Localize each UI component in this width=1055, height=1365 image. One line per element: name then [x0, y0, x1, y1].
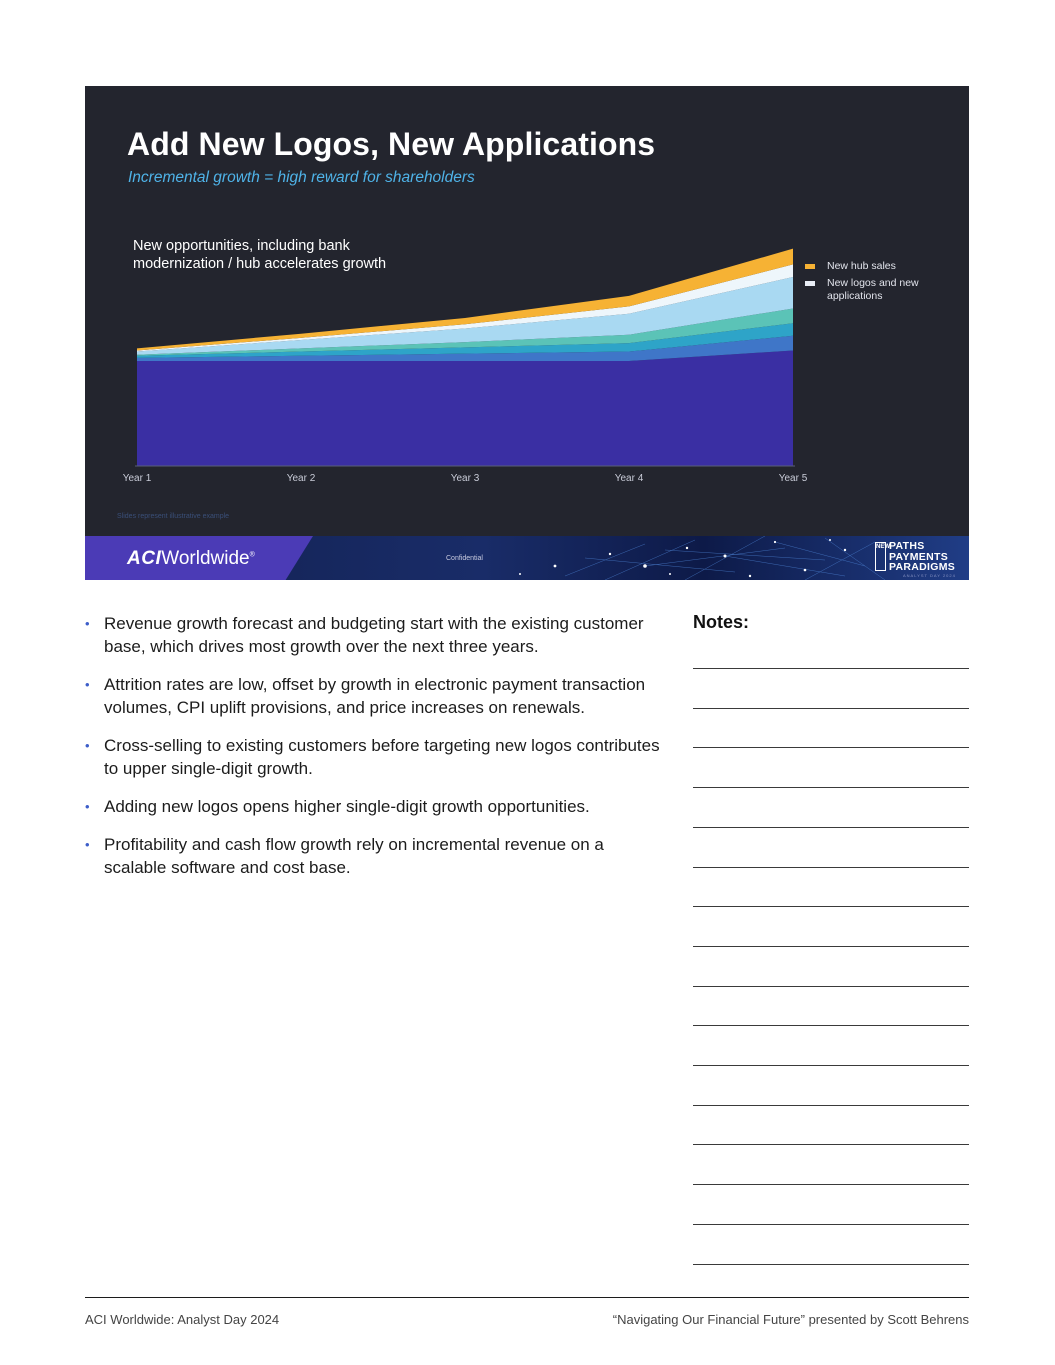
note-line [693, 1105, 969, 1106]
note-line [693, 1025, 969, 1026]
list-item: • Cross-selling to existing customers before targeting new logos contributes to upper single-digit growth. [85, 736, 660, 778]
legend-item [805, 277, 922, 303]
footer-rule [85, 1297, 969, 1298]
bullet-icon: • [85, 738, 90, 753]
note-line [693, 747, 969, 748]
bullet-icon: • [85, 677, 90, 692]
note-line [693, 787, 969, 788]
new-badge: NEW [875, 542, 886, 571]
bullet-icon: • [85, 837, 90, 852]
slide-title: Add New Logos, New Applications [127, 126, 656, 162]
note-line [693, 708, 969, 709]
note-line [693, 1264, 969, 1265]
x-tick-label: Year 5 [778, 473, 808, 484]
note-line [693, 946, 969, 947]
note-line [693, 867, 969, 868]
note-line [693, 668, 969, 669]
note-line [693, 1144, 969, 1145]
note-line [693, 1184, 969, 1185]
chart-legend [805, 260, 922, 307]
x-tick-label: Year 4 [614, 473, 644, 484]
slide-footer-bar [85, 536, 969, 580]
legend-swatch-hub-sales [805, 264, 815, 269]
area-series-1 [137, 351, 793, 467]
legend-label: New logos and new applications [827, 277, 919, 302]
slide-image [85, 86, 969, 580]
legend-swatch-new-logos [805, 281, 815, 286]
note-line [693, 1065, 969, 1066]
event-tagline: ANALYST DAY 2024 [903, 573, 956, 578]
list-item: • Revenue growth forecast and budgeting start with the existing customer base, which drives most growth over the next three years. [85, 614, 644, 656]
notes-section [693, 612, 969, 633]
footer-left: ACI Worldwide: Analyst Day 2024 [85, 1312, 280, 1327]
slide-subtitle: Incremental growth = high reward for shareholders [128, 169, 475, 186]
note-line [693, 827, 969, 828]
footer-right: “Navigating Our Financial Future” presented by Scott Behrens [612, 1312, 969, 1327]
bullet-icon: • [85, 799, 90, 814]
list-item: • Attrition rates are low, offset by growth in electronic payment transaction volumes, CPI uplift provisions, and price increases on renewals. [85, 675, 646, 717]
note-line [693, 1224, 969, 1225]
chart-callout: New opportunities, including bank modernization / hub accelerates growth [133, 238, 387, 272]
slide-footnote: Slides represent illustrative example [117, 513, 230, 520]
list-item: • Adding new logos opens higher single-digit growth opportunities. [85, 797, 590, 816]
x-tick-label: Year 1 [122, 473, 152, 484]
legend-item [805, 260, 922, 273]
x-tick-label: Year 3 [450, 473, 480, 484]
bullet-list [85, 612, 665, 894]
event-logo: NEW PATHS PAYMENTS PARADIGMS [876, 540, 956, 573]
notes-title: Notes: [693, 612, 750, 632]
note-line [693, 986, 969, 987]
aci-worldwide-logo: ACIWorldwide® [127, 548, 255, 569]
bullet-icon: • [85, 616, 90, 631]
legend-label: New hub sales [827, 260, 896, 272]
x-tick-label: Year 2 [286, 473, 316, 484]
list-item: • Profitability and cash flow growth rely on incremental revenue on a scalable software and cost base. [85, 835, 604, 877]
confidential-label: Confidential [446, 555, 483, 562]
note-line [693, 906, 969, 907]
